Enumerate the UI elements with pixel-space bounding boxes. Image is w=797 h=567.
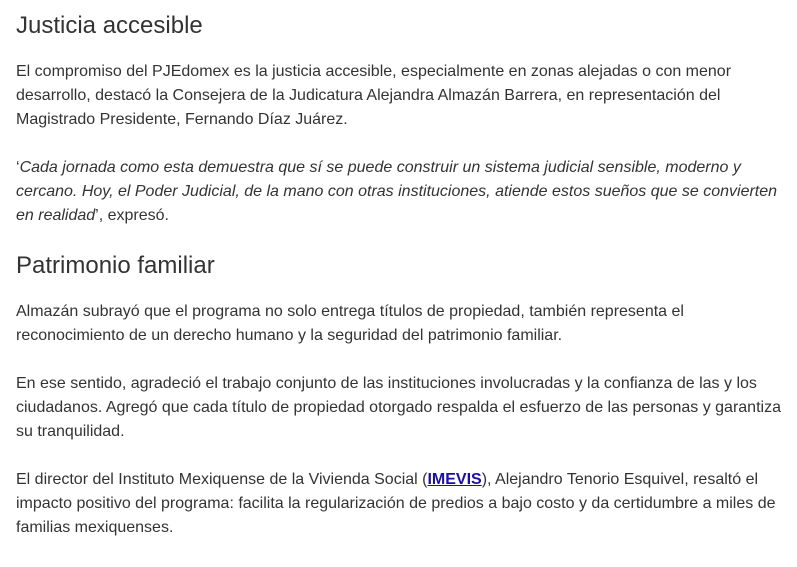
quote-attribution: ’, expresó. (95, 207, 169, 224)
section-heading-patrimonio-familiar: Patrimonio familiar (16, 252, 215, 279)
paragraph-compromiso: El compromiso del PJEdomex es la justicia accesible, especialmente en zonas alejadas o con menor desarrollo, destacó la Consejera de la Judicatura Alejandra Almazán Barrera, en representación del Magistrado Presidente, Fernando Díaz Juárez. (16, 63, 732, 128)
paragraph-agradecimiento: En ese sentido, agradeció el trabajo conjunto de las instituciones involucradas y la confianza de las y los ciudadanos. Agregó que cada título de propiedad otorgado respalda el esfuerzo de las personas y garantiza su tranquilidad. (16, 375, 781, 440)
quote-text: Cada jornada como esta demuestra que sí se puede construir un sistema judicial sensible, moderno y cercano. Hoy, el Poder Judicial, de la mano con otras instituciones, atiende estos sueños que se convierten en realidad (16, 159, 778, 224)
quote-open-mark: ‘ (16, 159, 20, 176)
paragraph-imevis (16, 468, 781, 540)
paragraph-imevis-before: El director del Instituto Mexiquense de la Vivienda Social ( (16, 471, 428, 488)
quote-paragraph (16, 156, 781, 228)
paragraph-imevis-after: ), Alejandro Tenorio Esquivel, resaltó el impacto positivo del programa: facilita la regularización de predios a bajo costo y da certidumbre a miles de familias mexiquenses. (16, 471, 776, 536)
section-heading-justicia-accesible: Justicia accesible (16, 12, 203, 39)
imevis-link[interactable]: IMEVIS (427, 471, 482, 488)
paragraph-almazan: Almazán subrayó que el programa no solo entrega títulos de propiedad, también representa el reconocimiento de un derecho humano y la seguridad del patrimonio familiar. (16, 303, 684, 344)
